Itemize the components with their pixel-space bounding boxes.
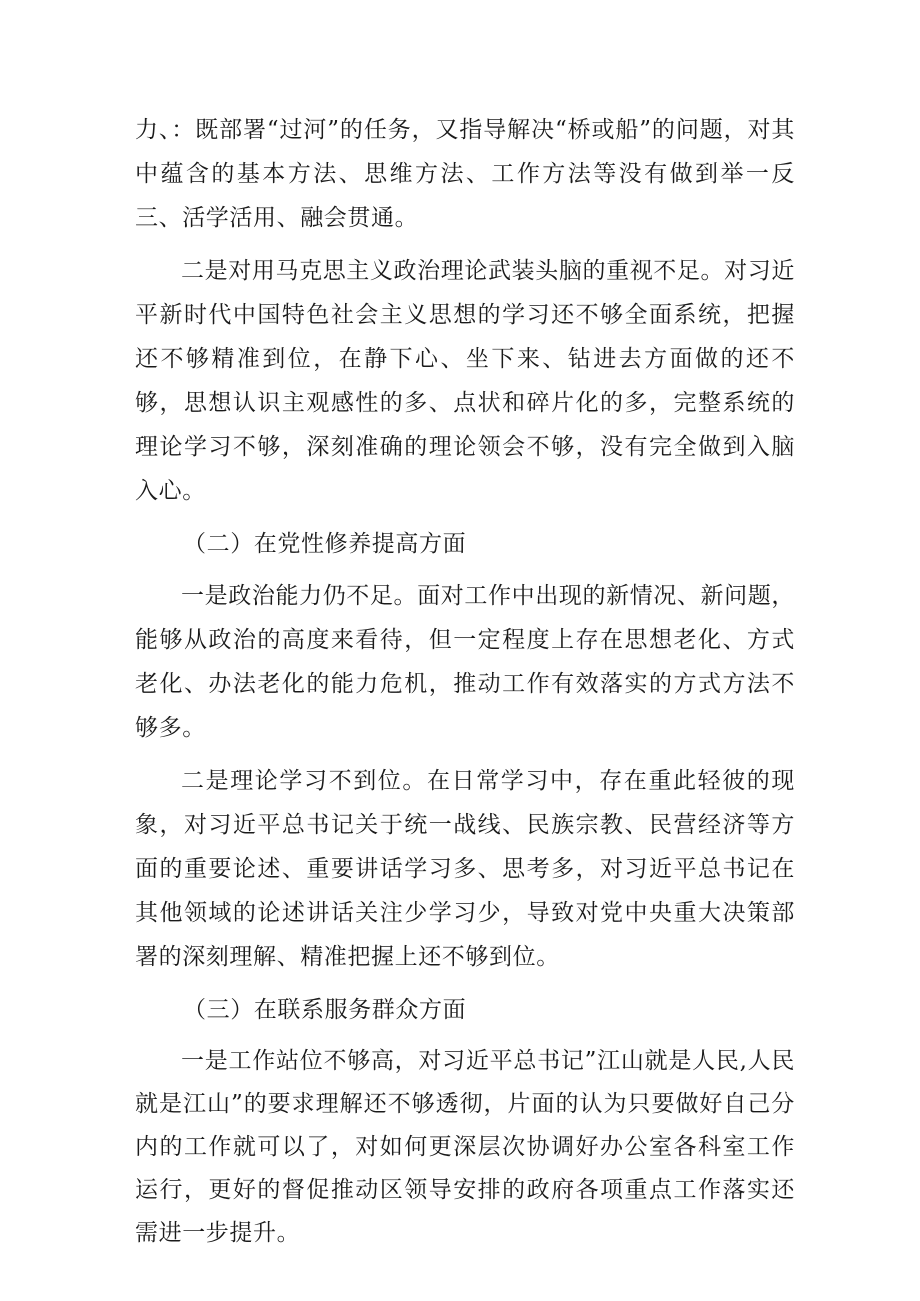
paragraph-theory-arming: 二是对用马克思主义政治理论武装头脑的重视不足。对习近平新时代中国特色社会主义思想的学习还不够全面系统，把握还不够精准到位，在静下心、坐下来、钻进去方面做的还不够，思想认识主观感性的多、点状和碎片化的多，完整系统的理论学习不够，深刻准确的理论领会不够，没有完全做到入脑入心。	[135, 258, 795, 504]
paragraph-political-ability: 一是政治能力仍不足。面对工作中出现的新情况、新问题，能够从政治的高度来看待，但一定程度上存在思想老化、方式老化、办法老化的能力危机，推动工作有效落实的方式方法不够多。	[135, 583, 795, 741]
section-heading-serving-masses: （三）在联系服务群众方面	[183, 997, 467, 1023]
paragraph-theory-study: 二是理论学习不到位。在日常学习中，存在重此轻彼的现象，对习近平总书记关于统一战线、民族宗教、民营经济等方面的重要论述、重要讲话学习多、思考多，对习近平总书记在其他领域的论述讲话关注少学习少，导致对党中央重大决策部署的深刻理解、精准把握上还不够到位。	[135, 768, 795, 970]
paragraph-continued: 力、：既部署“过河”的任务，又指导解决“桥或船”的问题，对其中蕴含的基本方法、思维方法、工作方法等没有做到举一反三、活学活用、融会贯通。	[135, 117, 795, 231]
section-heading-party-spirit: （二）在党性修养提高方面	[183, 531, 467, 557]
document-body	[135, 108, 795, 1264]
paragraph-work-position: 一是工作站位不够高，对习近平总书记”江山就是人民,人民就是江山”的要求理解还不够透彻，片面的认为只要做好自己分内的工作就可以了，对如何更深层次协调好办公室各科室工作运行，更好的督促推动区领导安排的政府各项重点工作落实还需进一步提升。	[135, 1048, 795, 1246]
